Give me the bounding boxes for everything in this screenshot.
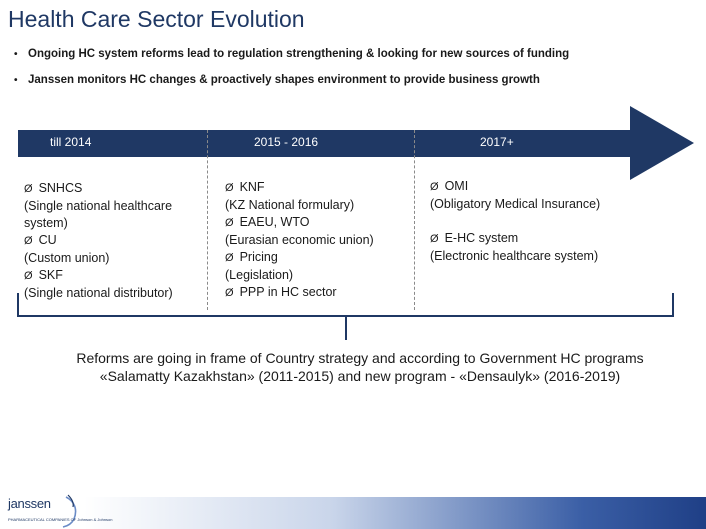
column-line: (Custom union) [24,251,110,265]
arrow-bullet-icon: Ø [430,233,439,245]
arrow-bullet-icon: Ø [24,183,33,195]
column-line: Ø EAEU, WTO [225,215,310,229]
bullet-dot-icon: • [14,75,18,86]
column-line: Ø SNHCS [24,181,83,195]
column-line: Ø PPP in HC sector [225,285,337,299]
bullet-text: Janssen monitors HC changes & proactively shapes environment to provide business growth [28,74,540,86]
column-line: (Legislation) [225,268,294,282]
column-line: (Single national distributor) [24,286,173,300]
column-line: (KZ National formulary) [225,198,355,212]
column-line: (Obligatory Medical Insurance) [430,197,601,211]
column-line: system) [24,216,68,230]
period-label-2015-2016: 2015 - 2016 [254,135,319,149]
page-title: Health Care Sector Evolution [8,6,305,32]
period-label-2017: 2017+ [480,135,514,149]
column-line: Ø CU [24,233,57,247]
arrow-bullet-icon: Ø [24,270,33,282]
arrow-bullet-icon: Ø [225,182,234,194]
footer-gradient-bar [84,497,706,529]
arrow-bullet-icon: Ø [225,287,234,299]
reforms-summary: Reforms are going in frame of Country strategy and according to Government HC programs «Salamatty Kazakhstan» (2011-2015) and new program - «Densaulyk» (2016-2019) [76,350,644,384]
arrow-bullet-icon: Ø [225,217,234,229]
arrow-bullet-icon: Ø [430,181,439,193]
logo-wordmark: janssen [8,496,51,511]
arrow-bullet-icon: Ø [24,235,33,247]
logo-tagline: PHARMACEUTICAL COMPANIES OF Johnson & Johnson [8,517,113,522]
period-label-till-2014: till 2014 [50,135,92,149]
column-line: Ø Pricing [225,250,278,264]
bullet-text: Ongoing HC system reforms lead to regulation strengthening & looking for new sources of funding [28,48,570,60]
column-line: (Eurasian economic union) [225,233,374,247]
column-line: (Single national healthcare [24,199,173,213]
column-line: Ø KNF [225,180,265,194]
column-line: (Electronic healthcare system) [430,249,599,263]
bullet-dot-icon: • [14,49,18,60]
column-line: Ø OMI [430,179,469,193]
arrow-bullet-icon: Ø [225,252,234,264]
column-line: Ø E-HC system [430,231,519,245]
column-line: Ø SKF [24,268,63,282]
